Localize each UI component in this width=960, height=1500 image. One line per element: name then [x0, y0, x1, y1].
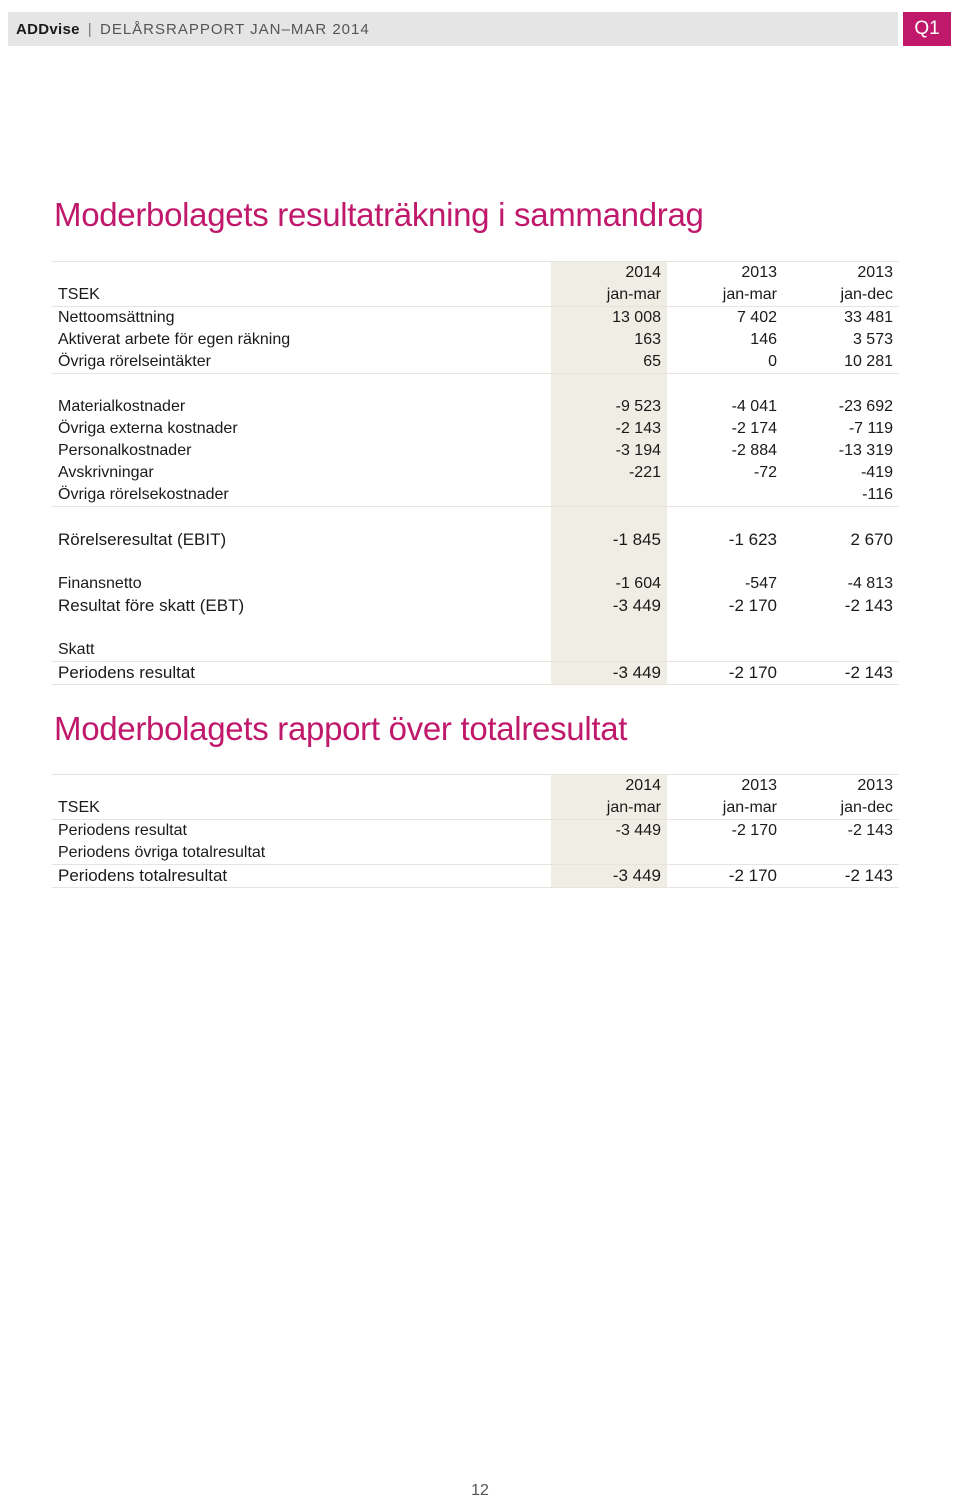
report-title: DELÅRSRAPPORT JAN–MAR 2014: [100, 20, 370, 38]
row-value: -2 143: [783, 865, 899, 888]
table-row: [52, 307, 899, 330]
column-year: 2014: [551, 775, 667, 798]
table-header-periods: [52, 284, 899, 307]
row-value: 10 281: [783, 351, 899, 374]
row-label: Materialkostnader: [58, 398, 186, 415]
row-value: [551, 484, 667, 507]
row-value: -23 692: [838, 398, 893, 415]
row-value: 3 573: [852, 331, 893, 348]
row-label: Periodens resultat: [52, 662, 551, 685]
row-value: [783, 842, 899, 865]
row-value: -7 119: [848, 420, 893, 437]
column-period: jan-mar: [667, 284, 783, 307]
row-value: -2 170: [667, 865, 783, 888]
row-value: [551, 842, 667, 865]
table-row: [52, 639, 899, 662]
spacer-row: [52, 551, 899, 573]
row-label: Finansnetto: [58, 575, 142, 592]
table-row: [52, 865, 899, 888]
row-value: -2 170: [731, 822, 777, 839]
row-value: -2 170: [667, 662, 783, 685]
table-row: [52, 842, 899, 865]
table-row: [52, 529, 899, 551]
row-value: -419: [860, 464, 893, 481]
row-value: 33 481: [844, 309, 893, 326]
spacer-row: [52, 374, 899, 397]
row-value: -3 194: [551, 440, 667, 462]
table-row: [52, 440, 899, 462]
unit-label: TSEK: [52, 284, 551, 307]
row-value: -2 143: [847, 822, 893, 839]
report-header: [8, 12, 898, 46]
table-row: [52, 820, 899, 843]
column-year: 2013: [783, 775, 899, 798]
row-label: Personalkostnader: [58, 442, 192, 459]
row-value: -116: [783, 484, 899, 507]
row-value: 163: [551, 329, 667, 351]
row-label: Övriga rörelseintäkter: [52, 351, 551, 374]
table-row: [52, 595, 899, 617]
row-label: Aktiverat arbete för egen räkning: [58, 331, 291, 348]
row-value: -221: [551, 462, 667, 484]
row-value: -3 449: [551, 595, 667, 617]
row-value: -2 143: [551, 418, 667, 440]
column-year: 2013: [667, 262, 783, 285]
row-value: -2 170: [728, 596, 777, 615]
spacer-row: [52, 507, 899, 530]
table-header-years: [52, 262, 899, 285]
row-value: -2 143: [783, 662, 899, 685]
row-value: -4 041: [731, 398, 777, 415]
quarter-badge: Q1: [903, 12, 951, 46]
row-label: Avskrivningar: [58, 464, 154, 481]
table-row: [52, 329, 899, 351]
brand-name: ADDvise: [16, 20, 80, 38]
page-number: 12: [471, 1482, 489, 1499]
column-year: 2014: [551, 262, 667, 285]
row-value: 2 670: [850, 530, 893, 549]
column-period: jan-dec: [783, 797, 899, 820]
row-value: -72: [753, 464, 777, 481]
row-value: -547: [744, 575, 777, 592]
table-row: [52, 662, 899, 685]
row-value: -13 319: [838, 442, 893, 459]
spacer-row: [52, 617, 899, 639]
table-row: [52, 351, 899, 374]
row-value: 65: [551, 351, 667, 374]
row-label: Resultat före skatt (EBT): [58, 596, 245, 615]
table-row: [52, 484, 899, 507]
row-value: -2 884: [731, 442, 777, 459]
row-label: Nettoomsättning: [58, 309, 175, 326]
row-value: 146: [750, 331, 777, 348]
row-value: -3 449: [551, 662, 667, 685]
row-label: Övriga externa kostnader: [58, 420, 238, 437]
row-value: [667, 639, 783, 662]
table-row: [52, 573, 899, 595]
table-row: [52, 418, 899, 440]
income-statement-table: [52, 261, 899, 685]
row-value: -4 813: [847, 575, 893, 592]
column-year: 2013: [783, 262, 899, 285]
row-label: Skatt: [52, 639, 551, 662]
row-value: -1 845: [551, 529, 667, 551]
row-value: 13 008: [551, 307, 667, 330]
comprehensive-income-table: [52, 774, 899, 888]
column-period: jan-dec: [783, 284, 899, 307]
comprehensive-income-title: Moderbolagets rapport över totalresultat: [54, 710, 628, 747]
unit-label: TSEK: [52, 797, 551, 820]
row-value: [667, 842, 783, 865]
row-value: -3 449: [551, 820, 667, 843]
table-row: [52, 396, 899, 418]
row-label: Periodens totalresultat: [52, 865, 551, 888]
row-value: -1 623: [728, 530, 777, 549]
row-value: [667, 484, 783, 507]
row-value: -2 143: [844, 596, 893, 615]
row-value: [783, 639, 899, 662]
row-value: 0: [667, 351, 783, 374]
column-period: jan-mar: [667, 797, 783, 820]
row-label: Periodens resultat: [58, 822, 187, 839]
income-statement-title: Moderbolagets resultaträkning i sammandrag: [54, 196, 704, 233]
column-period: jan-mar: [551, 797, 667, 820]
row-label: Periodens övriga totalresultat: [52, 842, 551, 865]
row-value: -2 174: [731, 420, 777, 437]
row-label: Rörelseresultat (EBIT): [58, 530, 227, 549]
row-value: -1 604: [551, 573, 667, 595]
row-value: -3 449: [551, 865, 667, 888]
column-period: jan-mar: [551, 284, 667, 307]
table-header-periods: [52, 797, 899, 820]
header-separator: |: [87, 20, 92, 38]
row-value: -9 523: [551, 396, 667, 418]
table-row: [52, 462, 899, 484]
row-label: Övriga rörelsekostnader: [52, 484, 551, 507]
table-header-years: [52, 775, 899, 798]
row-value: 7 402: [736, 309, 777, 326]
row-value: [551, 639, 667, 662]
column-year: 2013: [667, 775, 783, 798]
